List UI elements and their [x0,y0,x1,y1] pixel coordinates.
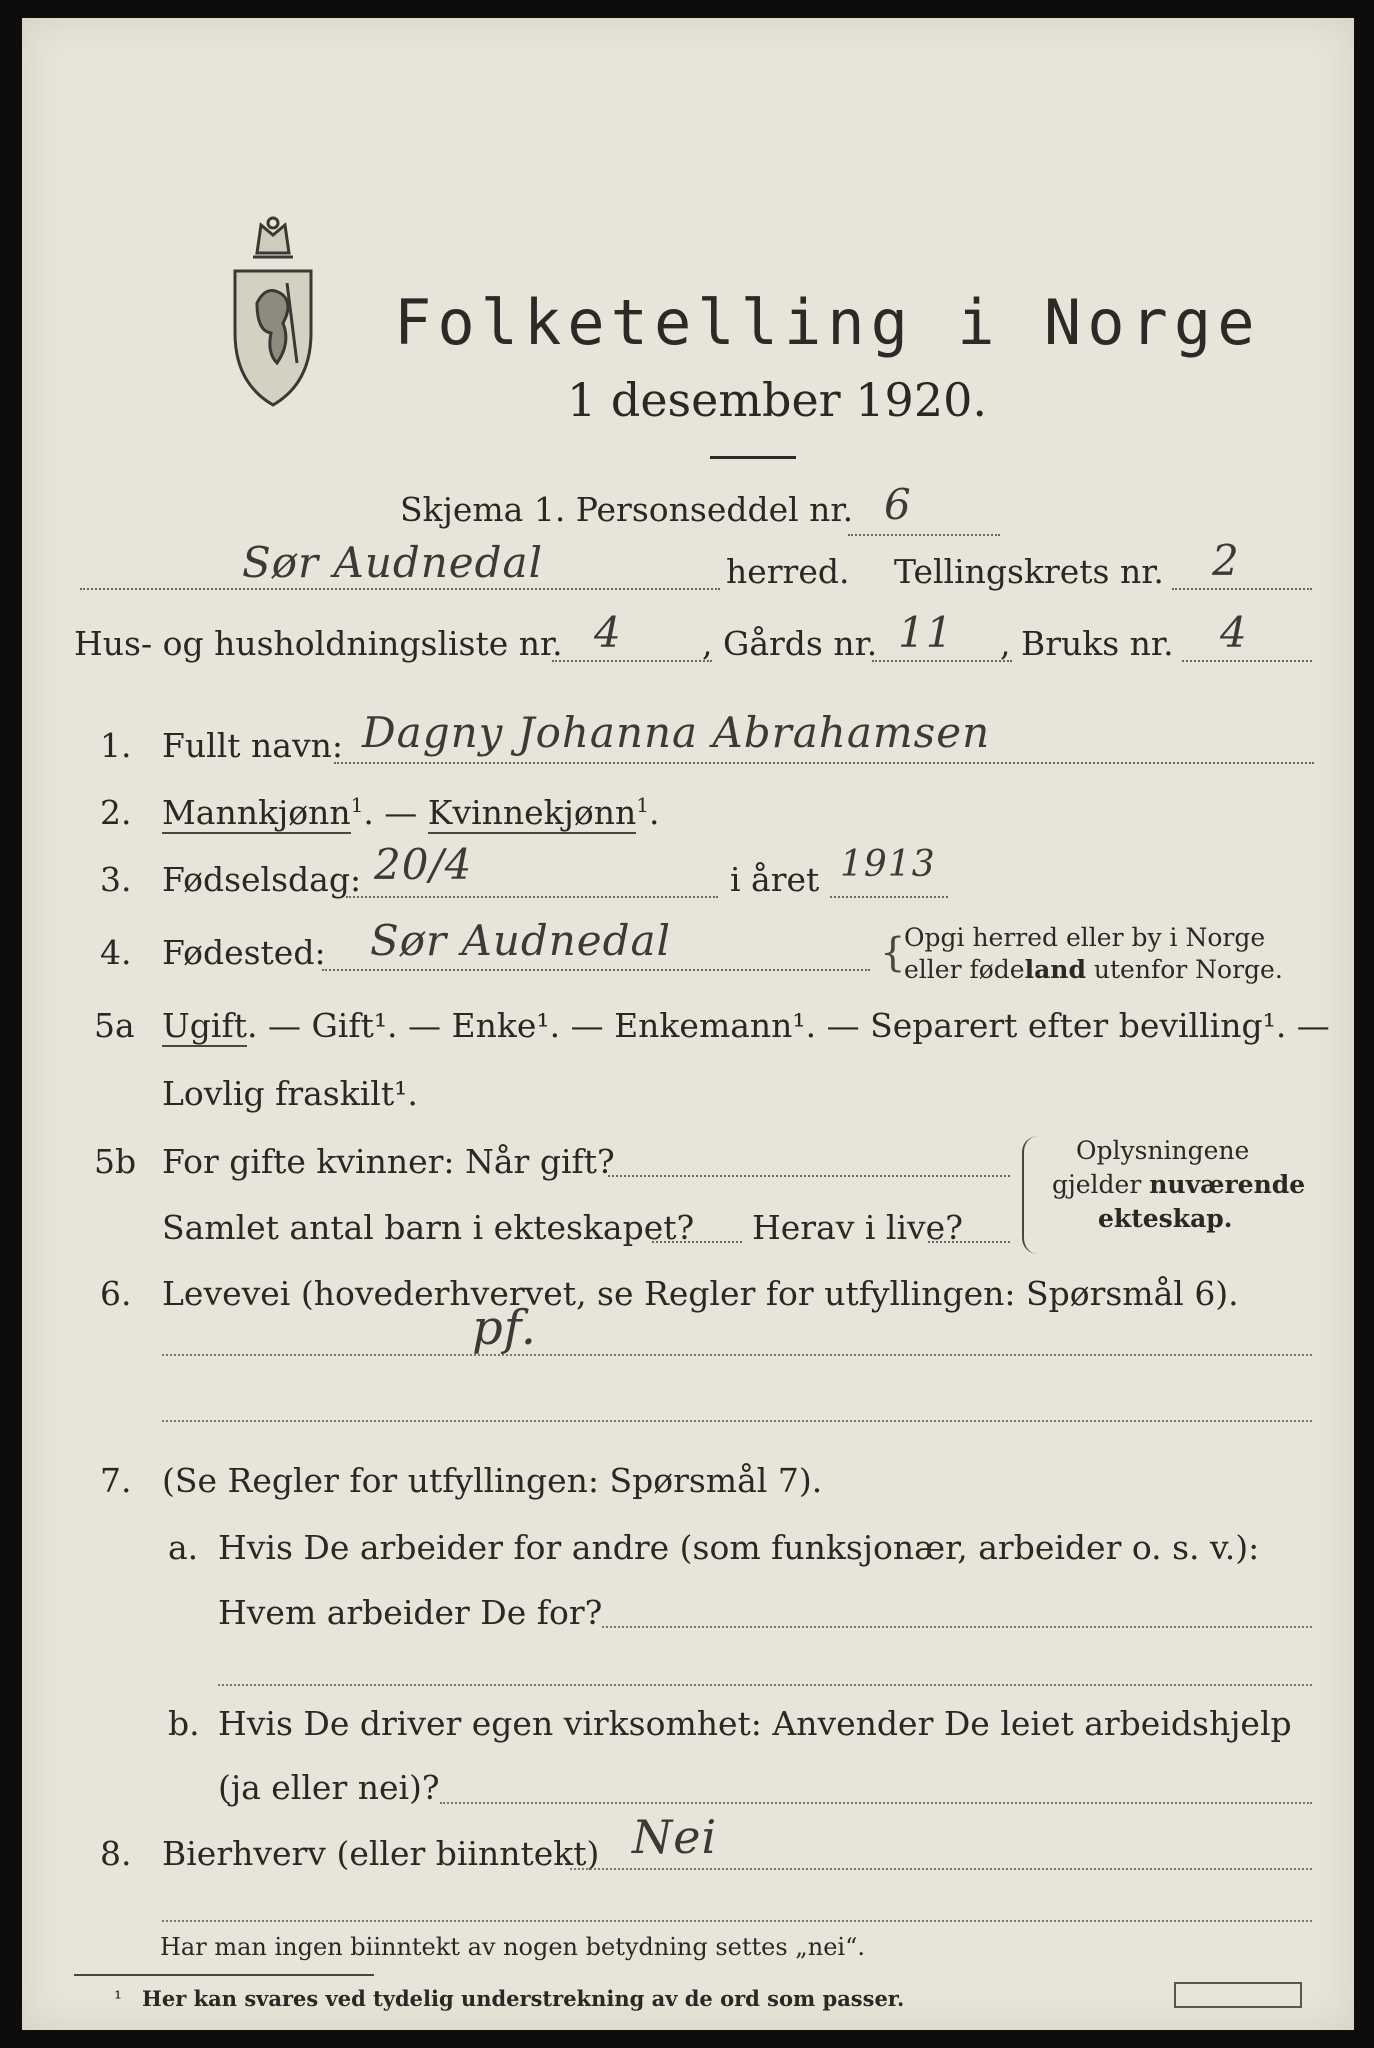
tellingskrets-nr-value[interactable]: 2 [1212,536,1240,585]
q4-note-line1: Opgi herred eller by i Norge [904,923,1266,952]
bruks-label: , Bruks nr. [1000,624,1174,663]
herred-value[interactable]: Sør Audnedal [242,538,544,587]
gards-line [872,660,1012,662]
ugift-option[interactable]: Ugift [162,1006,247,1045]
q5b-note-line3: ekteskap. [1098,1204,1233,1233]
q1-label: Fullt navn: [162,726,343,765]
q7b-answer-line [440,1802,1312,1804]
birthday-value[interactable]: 20/4 [374,840,473,889]
biinntekt-note: Har man ingen biinntekt av nogen betydning settes „nei“. [160,1933,865,1961]
husliste-line [552,660,712,662]
q7-label: (Se Regler for utfyllingen: Spørsmål 7). [162,1461,823,1500]
q5b-children-label: Samlet antal barn i ekteskapet? [162,1208,695,1247]
printer-stamp [1174,1982,1302,2008]
q5b-alive-label: Herav i live? [752,1208,963,1247]
q4-label: Fødested: [162,933,326,972]
full-name-value[interactable]: Dagny Johanna Abrahamsen [362,708,991,757]
q3-label: Fødselsdag: [162,860,362,899]
husliste-label: Hus- og husholdningsliste nr. [74,624,563,663]
bruks-nr-value[interactable]: 4 [1220,608,1248,657]
q5b-children-line [652,1241,742,1243]
q5a-line2: Lovlig fraskilt¹. [162,1074,418,1113]
q4-line [322,969,870,971]
census-date: 1 desember 1920. [567,373,987,427]
personseddel-line [848,534,1000,536]
title-divider [710,456,796,459]
q4-note-brace: { [880,930,906,976]
q5a-number: 5a [94,1006,135,1045]
q8-line1 [570,1868,1312,1870]
footnote-divider [74,1974,374,1976]
q7a-employer-line [602,1626,1312,1628]
q3-number: 3. [100,860,132,899]
q7b-letter: b. [168,1704,200,1743]
q2-sex-options: Mannkjønn$^1$. — Kvinnekjønn$^1$. [162,793,660,832]
q8-line2 [162,1920,1312,1922]
census-form-page [22,18,1354,2030]
personseddel-nr-value[interactable]: 6 [884,480,912,529]
q7a-letter: a. [168,1528,199,1567]
footnote-mark: ¹ [114,1986,123,2010]
q4-note-line2: eller fødeland utenfor Norge. [904,955,1283,984]
q3-year-label: i året [730,860,820,899]
q5b-alive-line [928,1241,1010,1243]
occupation-value[interactable]: pf. [472,1300,538,1356]
q7a-line1: Hvis De arbeider for andre (som funksjonær, arbeider o. s. v.): [218,1528,1260,1567]
herred-line [80,588,720,590]
q6-line1 [162,1354,1312,1356]
herred-label: herred. [726,552,850,591]
footnote-text: Her kan svares ved tydelig understrekning av de ord som passer. [142,1986,905,2011]
form-title: Folketelling i Norge [394,286,1261,359]
q6-number: 6. [100,1274,132,1313]
q3-year-line [830,896,948,898]
bruks-line [1182,660,1312,662]
side-income-value[interactable]: Nei [632,1810,718,1864]
gards-nr-value[interactable]: 11 [898,608,954,657]
q5b-note-line2: gjelder nuværende [1052,1170,1306,1199]
q4-number: 4. [100,933,132,972]
q8-number: 8. [100,1834,132,1873]
q3-date-line [346,896,718,898]
coat-of-arms-icon [227,213,319,413]
q5b-married-line [608,1175,1010,1177]
gards-label: , Gårds nr. [702,624,878,663]
birth-year-value[interactable]: 1913 [840,844,936,885]
q1-number: 1. [100,726,132,765]
q7-number: 7. [100,1461,132,1500]
q5b-note-brace [1022,1136,1040,1254]
q8-label: Bierhverv (eller biinntekt) [162,1834,600,1873]
q7a-line2: Hvem arbeider De for? [218,1593,603,1632]
q7b-line2: (ja eller nei)? [218,1768,440,1807]
kvinnekjonn-option[interactable]: Kvinnekjønn [427,793,637,832]
q5b-note-line1: Oplysningene [1076,1136,1250,1165]
husliste-nr-value[interactable]: 4 [594,608,622,657]
q5b-number: 5b [94,1142,137,1181]
q1-line [334,762,1314,764]
tellingskrets-label: Tellingskrets nr. [894,552,1164,591]
q6-line2 [162,1420,1312,1422]
tellingskrets-line [1172,588,1312,590]
q5a-marital-options: Ugift. — Gift¹. — Enke¹. — Enkemann¹. — Separert efter bevilling¹. — [162,1006,1330,1045]
q7a-employer-line2 [218,1684,1312,1686]
birthplace-value[interactable]: Sør Audnedal [370,916,672,965]
q7b-line1: Hvis De driver egen virksomhet: Anvender De leiet arbeidshjelp [218,1704,1292,1743]
q6-label: Levevei (hovederhvervet, se Regler for utfyllingen: Spørsmål 6). [162,1274,1239,1313]
q2-number: 2. [100,793,132,832]
mannkjonn-option[interactable]: Mannkjønn [162,793,351,832]
skjema-label: Skjema 1. Personseddel nr. [400,490,854,529]
q5b-line1: For gifte kvinner: Når gift? [162,1142,615,1181]
